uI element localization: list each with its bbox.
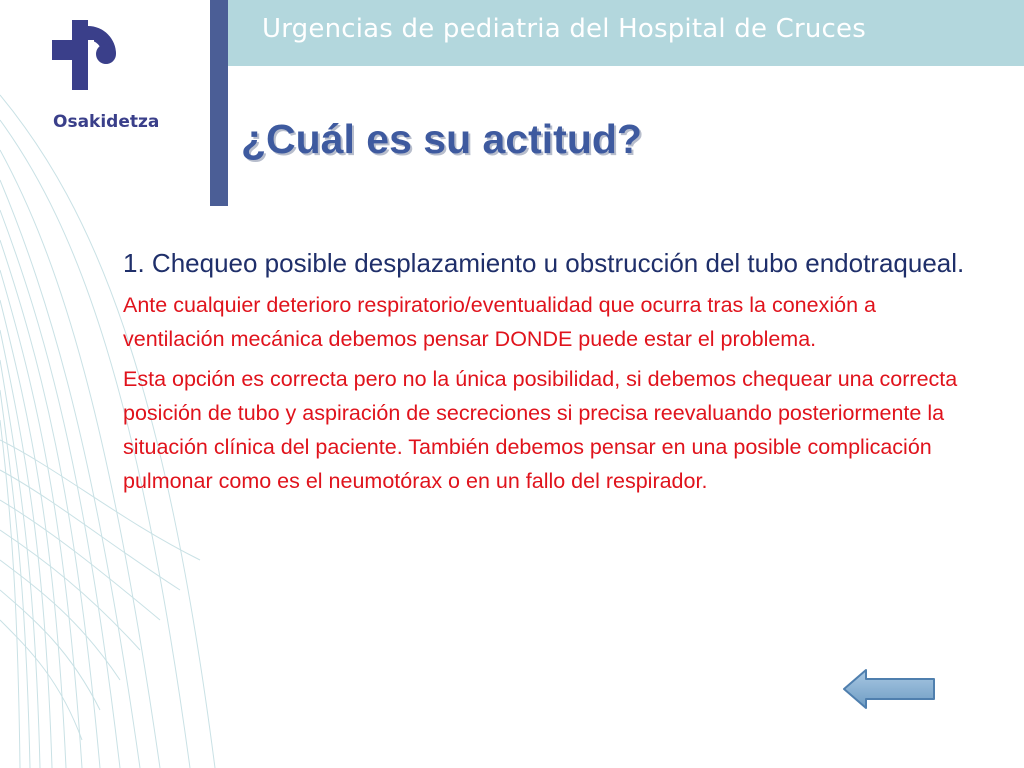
explanation-paragraph-2: Esta opción es correcta pero no la única posibilidad, si debemos chequear una correcta posición de tubo y aspiración de secreciones si precisa reevaluando posteriormente la situación clínica del paciente. También debemos pensar en una posible complicación pulmonar como es el neumotórax o en un fallo del respirador. bbox=[123, 367, 958, 493]
point-number: 1. bbox=[123, 248, 145, 278]
osakidetza-logo-icon bbox=[52, 20, 122, 90]
left-arrow-icon bbox=[840, 664, 940, 714]
slide-content bbox=[123, 240, 983, 498]
explanation-paragraph-1: Ante cualquier deterioro respiratorio/eventualidad que ocurra tras la conexión a ventilación mecánica debemos pensar DONDE puede estar el problema. bbox=[123, 293, 876, 351]
back-button[interactable] bbox=[840, 664, 940, 714]
vertical-accent-bar bbox=[210, 0, 228, 206]
slide-title: ¿Cuál es su actitud? bbox=[241, 116, 642, 162]
point-text: Chequeo posible desplazamiento u obstrucción del tubo endotraqueal. bbox=[144, 248, 965, 278]
logo-wordmark: Osakidetza bbox=[53, 112, 160, 132]
header-title: Urgencias de pediatria del Hospital de Cruces bbox=[262, 14, 866, 44]
question-point bbox=[123, 240, 983, 286]
